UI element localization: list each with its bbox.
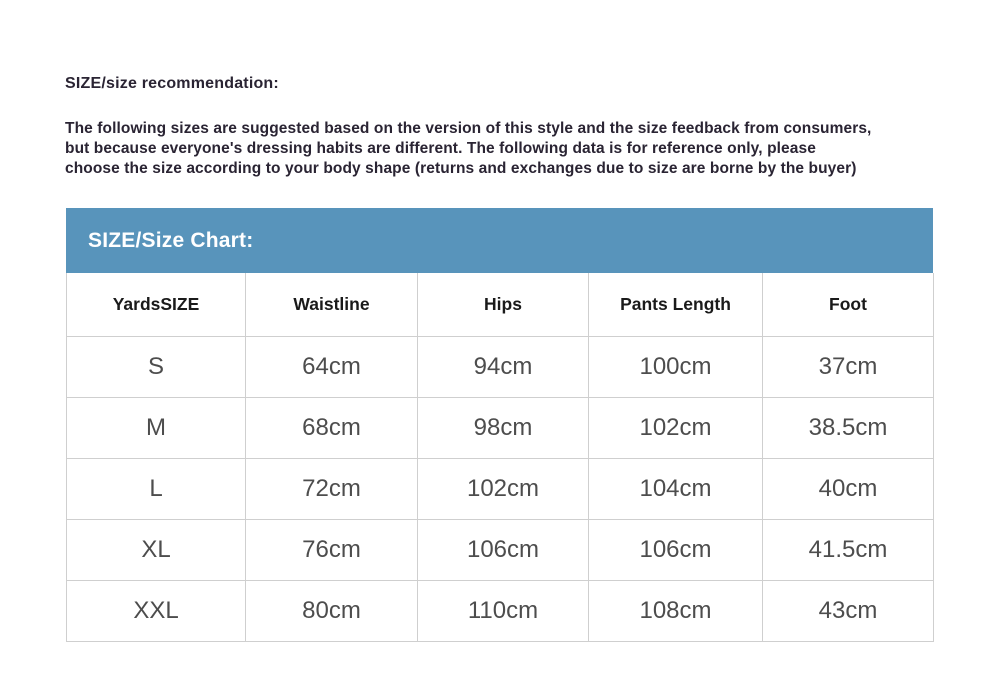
- measurement-value: 108cm: [589, 580, 763, 641]
- measurement-value: 98cm: [418, 397, 589, 458]
- size-label: XXL: [67, 580, 246, 641]
- size-label: M: [67, 397, 246, 458]
- measurement-value: 76cm: [246, 519, 418, 580]
- recommendation-heading: SIZE/size recommendation:: [65, 75, 279, 92]
- size-chart: [66, 208, 933, 642]
- table-row-m: [67, 397, 934, 458]
- table-row-l: [67, 458, 934, 519]
- table-row-xl: [67, 519, 934, 580]
- measurement-value: 104cm: [589, 458, 763, 519]
- measurement-value: 94cm: [418, 336, 589, 397]
- measurement-value: 64cm: [246, 336, 418, 397]
- measurement-value: 102cm: [589, 397, 763, 458]
- recommendation-body: [65, 119, 965, 179]
- measurement-value: 102cm: [418, 458, 589, 519]
- measurement-value: 41.5cm: [763, 519, 934, 580]
- measurement-value: 106cm: [589, 519, 763, 580]
- column-header-yardssize: YardsSIZE: [67, 273, 246, 336]
- column-header-hips: Hips: [418, 273, 589, 336]
- size-label: L: [67, 458, 246, 519]
- table-row-xxl: [67, 580, 934, 641]
- recommendation-line: but because everyone's dressing habits are different. The following data is for reference only, please: [65, 140, 816, 157]
- measurement-value: 72cm: [246, 458, 418, 519]
- column-header-waistline: Waistline: [246, 273, 418, 336]
- size-label: S: [67, 336, 246, 397]
- recommendation-line: The following sizes are suggested based on the version of this style and the size feedback from consumers,: [65, 120, 872, 137]
- recommendation-line: choose the size according to your body shape (returns and exchanges due to size are borne by the buyer): [65, 160, 857, 177]
- size-label: XL: [67, 519, 246, 580]
- measurement-value: 106cm: [418, 519, 589, 580]
- size-chart-title-bar: [66, 208, 933, 273]
- table-row-s: [67, 336, 934, 397]
- column-header-pants-length: Pants Length: [589, 273, 763, 336]
- table-header-row: [67, 273, 934, 336]
- measurement-value: 100cm: [589, 336, 763, 397]
- measurement-value: 40cm: [763, 458, 934, 519]
- column-header-foot: Foot: [763, 273, 934, 336]
- measurement-value: 68cm: [246, 397, 418, 458]
- measurement-value: 80cm: [246, 580, 418, 641]
- size-chart-title: SIZE/Size Chart:: [88, 228, 254, 252]
- measurement-value: 37cm: [763, 336, 934, 397]
- measurement-value: 38.5cm: [763, 397, 934, 458]
- measurement-value: 43cm: [763, 580, 934, 641]
- size-chart-table: [66, 273, 934, 642]
- measurement-value: 110cm: [418, 580, 589, 641]
